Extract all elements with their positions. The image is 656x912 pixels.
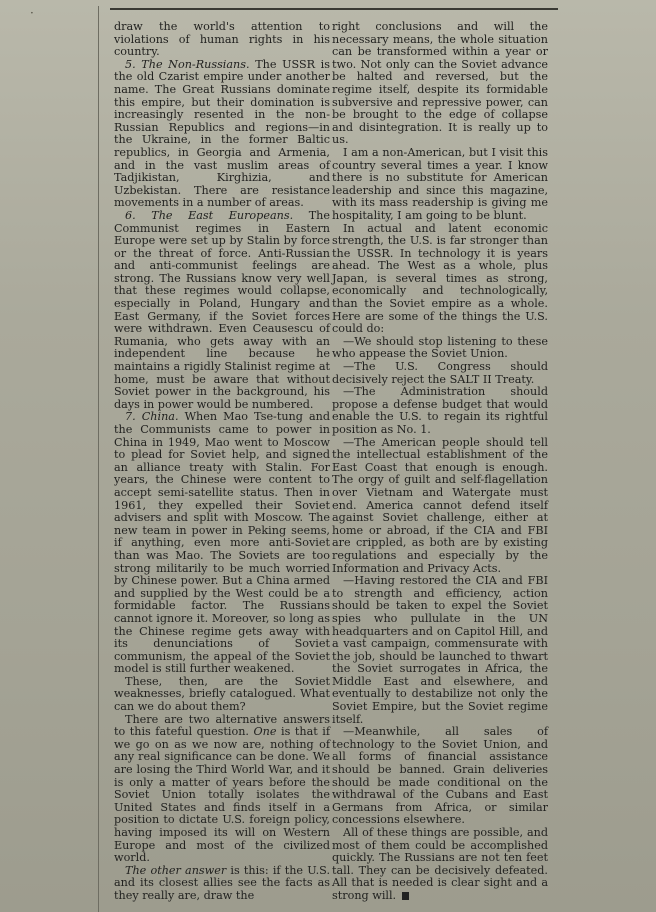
- paragraph-text: The Communist regimes in Eastern Europe were set up by Stalin by force or the threat of force. Anti-Russian and anti-communist feelings are strong. The Russians know very well that these regimes would collapse, especially in Poland, Hungary and East Germany, if the Soviet forces were withdrawn. Even Ceausescu of Rumania, who gets away with an independent line because he maintains a rigidly Stalinist regime at home, must be aware that without Soviet power in the background, his days in power would be numbered.: [114, 208, 330, 411]
- paragraph: [114, 21, 330, 59]
- text-column-right: [332, 21, 548, 903]
- paragraph-text: —The American people should tell the intellectual establishment of the East Coast that enough is enough. The orgy of guilt and self-flagellation over Vietnam and Watergate must end. America cannot defend itself against Soviet challenge, either at home or abroad, if the CIA and FBI are crippled, as both are by existing regulations and especially by the Information and Privacy Acts.: [332, 435, 548, 575]
- edge-mark: ·: [30, 6, 34, 20]
- top-rule: [110, 8, 558, 10]
- italic-text: One: [253, 725, 277, 739]
- paragraph: [114, 411, 330, 675]
- paragraph: [114, 714, 330, 865]
- paragraph-text: is that if we go on as we now are, nothing of any real significance can be done. We are losing the Third World War, and it is only a matter of years before the Soviet Union totally isolates the United States and finds itself in a position to dictate U.S. foreign policy, having imposed its will on Western Europe and most of the civilized world.: [114, 725, 330, 865]
- paragraph-text: —Having restored the CIA and FBI to strength and efficiency, action should be taken to expel the Soviet spies who pullulate in the UN headquarters and on Capitol Hill, and a vast campaign, commensurate with the job, should be launched to thwart the Soviet surrogates in Africa, the Middle East and elsewhere, and eventually to destabilize not only the Soviet Empire, but the Soviet regime itself.: [332, 574, 548, 726]
- paragraph: [114, 865, 330, 903]
- paragraph-text: There are two alternative answers to this fateful question.: [114, 712, 330, 739]
- paragraph: [114, 59, 330, 210]
- paragraph: [332, 827, 548, 903]
- paragraph-text: —Meanwhile, all sales of technology to the Soviet Union, and all forms of financial assistance should be banned. Grain deliveries should be made conditional on the withdrawal of the Cubans and East Germans from Africa, or similar concessions elsewhere.: [332, 725, 548, 827]
- column-edge-line: [98, 6, 99, 912]
- paragraph: [332, 386, 548, 436]
- paragraph-text: These, then, are the Soviet weaknesses, briefly catalogued. What can we do about them?: [114, 674, 330, 714]
- paragraph-text: When Mao Tse-tung and the Communists came to power in China in 1949, Mao went to Moscow to plead for Soviet help, and signed an alliance treaty with Stalin. For years, the Chinese were content to accept semi-satellite status. Then in 1961, they expelled their Soviet advisers and split with Moscow. The new team in power in Peking seems, if anything, even more anti-Soviet than was Mao. The Soviets are too strong militarily to be much worried by Chinese power. But a China armed and supplied by the West could be a formidable factor. The Russians cannot ignore it. Moreover, so long as the Chinese regime gets away with its denunciations of Soviet communism, the appeal of the Soviet model is still further weakened.: [114, 410, 330, 676]
- paragraph: [332, 223, 548, 336]
- paragraph-text: —The U.S. Congress should decisively reject the SALT II Treaty.: [332, 360, 548, 386]
- paragraph-text: In actual and latent economic strength, the U.S. is far stronger than the USSR. In technology it is years ahead. The West as a whole, plus Japan, is several times as strong, economically and technologically, than the Soviet empire as a whole. Here are some of the things the U.S. could do:: [332, 221, 548, 336]
- paragraph-text: —We should stop listening to these who appease the Soviet Union.: [332, 334, 548, 361]
- paragraph: [332, 726, 548, 827]
- end-mark-icon: [402, 892, 409, 900]
- paragraph-text: —The Administration should propose a defense budget that would enable the U.S. to regain its rightful position as No. 1.: [332, 385, 548, 436]
- paragraph-text: I am a non-American, but I visit this country several times a year. I know there is no substitute for American leadership and since this magazine, with its mass readership is giving me hospitality, I am going to be blunt.: [332, 145, 548, 222]
- italic-text: 6. The East Europeans.: [125, 208, 294, 222]
- paragraph: [332, 575, 548, 726]
- paragraph: [114, 676, 330, 714]
- paragraph-text: All of these things are possible, and most of them could be accomplished quickly. The Russians are not ten feet tall. They can be decisively defeated. All that is needed is clear sight and a strong will.: [332, 826, 548, 902]
- text-column-left: [114, 21, 330, 903]
- italic-text: 7. China.: [125, 410, 179, 424]
- paragraph: [332, 21, 548, 147]
- paragraph-text: draw the world's attention to violations of human rights in his country.: [114, 20, 330, 59]
- italic-text: 5. The Non-Russians.: [125, 57, 250, 71]
- paragraph: [332, 361, 548, 386]
- paragraph: [114, 210, 330, 412]
- italic-text: The other answer: [125, 863, 227, 877]
- paragraph-text: right conclusions and will the necessary means, the whole situation can be transformed within a year or two. Not only can the Soviet advance be halted and reversed, but the regime itself, despite its formidable subversive and repressive power, can be brought to the edge of collapse and disintegration. It is really up to us.: [332, 20, 548, 147]
- paragraph: [332, 437, 548, 576]
- paragraph-text: is this: if the U.S. and its closest allies see the facts as they really are, draw the: [114, 863, 331, 902]
- paragraph-text: The USSR is the old Czarist empire under another name. The Great Russians dominate this empire, but their domination is increasingly resented in the non-Russian Republics and regions—in the Ukraine, in the former Baltic republics, in Georgia and Armenia, and in the vast muslim areas of Tadjikistan, Kirghizia, and Uzbekistan. There are resistance movements in a number of areas.: [114, 57, 331, 210]
- paragraph: [332, 147, 548, 223]
- paragraph: [332, 336, 548, 361]
